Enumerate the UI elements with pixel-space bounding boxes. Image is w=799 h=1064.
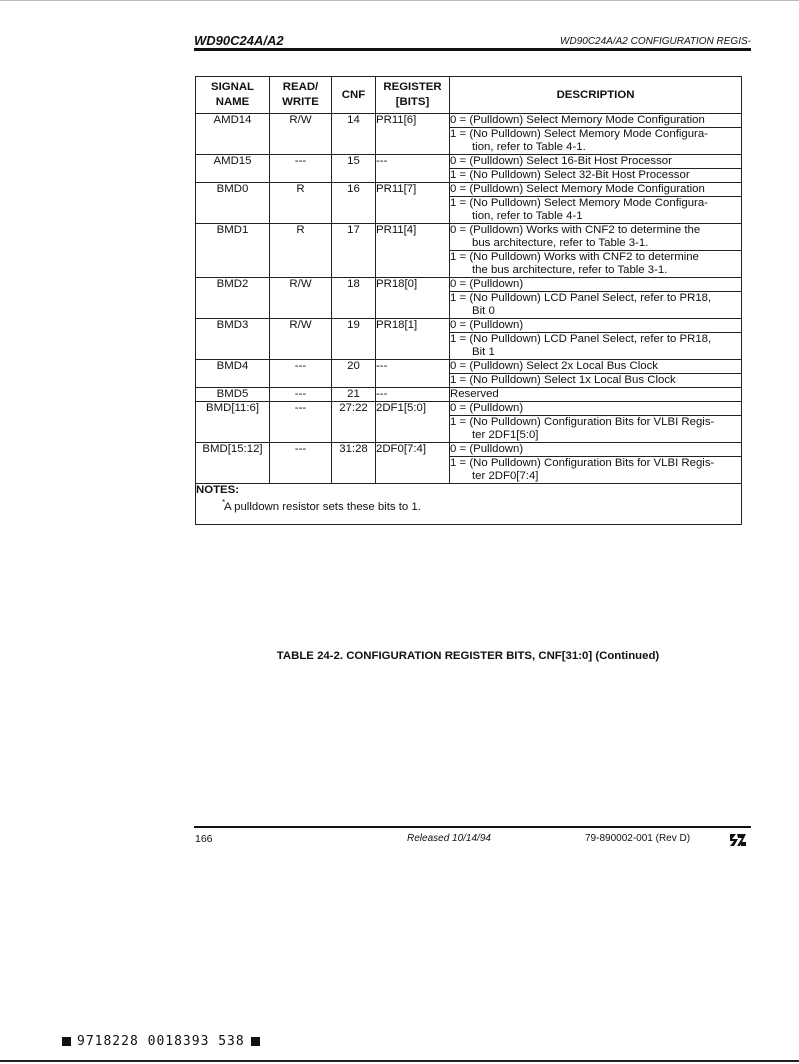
read-write-cell: --- (270, 155, 332, 183)
description-cell (450, 128, 742, 155)
description-cell (450, 251, 742, 278)
description-cell (450, 319, 742, 333)
notes-text: A pulldown resistor sets these bits to 1. (224, 501, 421, 513)
running-header-title: WD90C24A/A2 (194, 33, 284, 48)
signal-name-cell: BMD1 (196, 224, 270, 278)
col-header-signal: SIGNAL NAME (196, 77, 270, 114)
signal-name-cell: BMD4 (196, 360, 270, 388)
description-line: tion, refer to Table 4-1. (472, 141, 586, 153)
description-cell (450, 443, 742, 457)
signal-name-cell: BMD0 (196, 183, 270, 224)
description-cell (450, 457, 742, 484)
description-line: ter 2DF0[7:4] (472, 470, 539, 482)
description-line: 0 = (Pulldown) (450, 319, 524, 331)
description-cell (450, 360, 742, 374)
description-cell (450, 197, 742, 224)
description-line: 1 = (No Pulldown) Select 1x Local Bus Clock (450, 374, 676, 386)
description-line: 0 = (Pulldown) (450, 278, 524, 290)
bottom-edge-line (0, 1060, 799, 1062)
description-line: 0 = (Pulldown) Select Memory Mode Configuration (450, 114, 705, 126)
description-cell (450, 114, 742, 128)
table-body (196, 114, 742, 484)
top-edge-line (0, 0, 799, 1)
release-date: Released 10/14/94 (407, 833, 491, 844)
signal-name-cell: BMD[15:12] (196, 443, 270, 484)
description-cell (450, 183, 742, 197)
description-line: Reserved (450, 388, 499, 400)
cnf-cell: 19 (332, 319, 376, 360)
table-row (196, 183, 742, 197)
table-row (196, 114, 742, 128)
register-bits-cell: PR11[4] (376, 224, 450, 278)
table-row (196, 278, 742, 292)
signal-name-cell: BMD5 (196, 388, 270, 402)
read-write-cell: R (270, 183, 332, 224)
notes-asterisk: * (222, 498, 226, 507)
col-header-cnf: CNF (332, 77, 376, 114)
description-cell (450, 333, 742, 360)
description-line: 0 = (Pulldown) Select 2x Local Bus Clock (450, 360, 658, 372)
register-bits-cell: --- (376, 388, 450, 402)
description-line: 0 = (Pulldown) (450, 402, 524, 414)
running-header-section: WD90C24A/A2 CONFIGURATION REGIS- (560, 36, 751, 47)
description-cell (450, 155, 742, 169)
notes-title: NOTES: (196, 484, 240, 496)
barcode-block-right (251, 1037, 260, 1046)
header-rule (194, 48, 751, 51)
footer-rule (194, 826, 751, 828)
description-cell (450, 374, 742, 388)
description-line: 0 = (Pulldown) Works with CNF2 to determine the (450, 224, 701, 236)
description-line: 1 = (No Pulldown) Configuration Bits for VLBI Regis- (450, 457, 715, 469)
notes-line (196, 498, 741, 514)
table-row (196, 402, 742, 416)
description-line: Bit 0 (472, 305, 495, 317)
register-bits-cell: PR11[7] (376, 183, 450, 224)
register-bits-cell: --- (376, 155, 450, 183)
description-line: 1 = (No Pulldown) LCD Panel Select, refer to PR18, (450, 292, 712, 304)
description-cell (450, 278, 742, 292)
col-header-description: DESCRIPTION (450, 77, 742, 114)
company-logo-icon (729, 833, 747, 847)
cnf-cell: 31:28 (332, 443, 376, 484)
description-line: 1 = (No Pulldown) Select 32-Bit Host Processor (450, 169, 690, 181)
read-write-cell: --- (270, 388, 332, 402)
cnf-cell: 15 (332, 155, 376, 183)
table-row (196, 388, 742, 402)
table-row (196, 224, 742, 251)
register-bits-cell: PR11[6] (376, 114, 450, 155)
cnf-cell: 27:22 (332, 402, 376, 443)
description-cell (450, 292, 742, 319)
document-number: 79-890002-001 (Rev D) (585, 833, 691, 844)
read-write-cell: --- (270, 360, 332, 388)
description-cell (450, 416, 742, 443)
description-line: 0 = (Pulldown) Select Memory Mode Configuration (450, 183, 705, 195)
cnf-cell: 17 (332, 224, 376, 278)
read-write-cell: R/W (270, 278, 332, 319)
description-line: 1 = (No Pulldown) LCD Panel Select, refer to PR18, (450, 333, 712, 345)
register-bits-cell: 2DF1[5:0] (376, 402, 450, 443)
description-line: bus architecture, refer to Table 3-1. (472, 237, 649, 249)
signal-name-cell: BMD2 (196, 278, 270, 319)
barcode-strip (62, 1034, 260, 1049)
signal-name-cell: BMD[11:6] (196, 402, 270, 443)
description-line: 1 = (No Pulldown) Select Memory Mode Configura- (450, 197, 708, 209)
read-write-cell: R/W (270, 114, 332, 155)
register-bits-cell: 2DF0[7:4] (376, 443, 450, 484)
description-cell (450, 169, 742, 183)
table-row (196, 155, 742, 169)
description-line: Bit 1 (472, 346, 495, 358)
notes-cell (196, 484, 742, 525)
table-row (196, 319, 742, 333)
col-header-rw: READ/ WRITE (270, 77, 332, 114)
read-write-cell: --- (270, 402, 332, 443)
description-line: 0 = (Pulldown) (450, 443, 524, 455)
description-line: ter 2DF1[5:0] (472, 429, 539, 441)
signal-name-cell: AMD15 (196, 155, 270, 183)
col-header-register: REGISTER [BITS] (376, 77, 450, 114)
register-bits-cell: PR18[1] (376, 319, 450, 360)
configuration-register-table (195, 76, 742, 525)
cnf-cell: 16 (332, 183, 376, 224)
read-write-cell: R (270, 224, 332, 278)
table-header-row (196, 77, 742, 114)
description-cell (450, 388, 742, 402)
description-line: 1 = (No Pulldown) Works with CNF2 to determine (450, 251, 699, 263)
page-number: 166 (195, 833, 213, 845)
description-line: tion, refer to Table 4-1 (472, 210, 583, 222)
register-bits-cell: PR18[0] (376, 278, 450, 319)
signal-name-cell: AMD14 (196, 114, 270, 155)
description-line: the bus architecture, refer to Table 3-1. (472, 264, 668, 276)
description-cell (450, 402, 742, 416)
register-bits-cell: --- (376, 360, 450, 388)
barcode-text: 9718228 0018393 538 (77, 1034, 245, 1049)
table-caption: TABLE 24-2. CONFIGURATION REGISTER BITS, CNF[31:0] (Continued) (276, 650, 660, 662)
read-write-cell: R/W (270, 319, 332, 360)
notes-row (196, 484, 742, 525)
table-row (196, 443, 742, 457)
read-write-cell: --- (270, 443, 332, 484)
description-line: 1 = (No Pulldown) Select Memory Mode Configura- (450, 128, 708, 140)
barcode-block-left (62, 1037, 71, 1046)
description-line: 0 = (Pulldown) Select 16-Bit Host Processor (450, 155, 672, 167)
description-line: 1 = (No Pulldown) Configuration Bits for VLBI Regis- (450, 416, 715, 428)
cnf-cell: 18 (332, 278, 376, 319)
cnf-cell: 14 (332, 114, 376, 155)
cnf-cell: 20 (332, 360, 376, 388)
description-cell (450, 224, 742, 251)
table-row (196, 360, 742, 374)
signal-name-cell: BMD3 (196, 319, 270, 360)
cnf-cell: 21 (332, 388, 376, 402)
